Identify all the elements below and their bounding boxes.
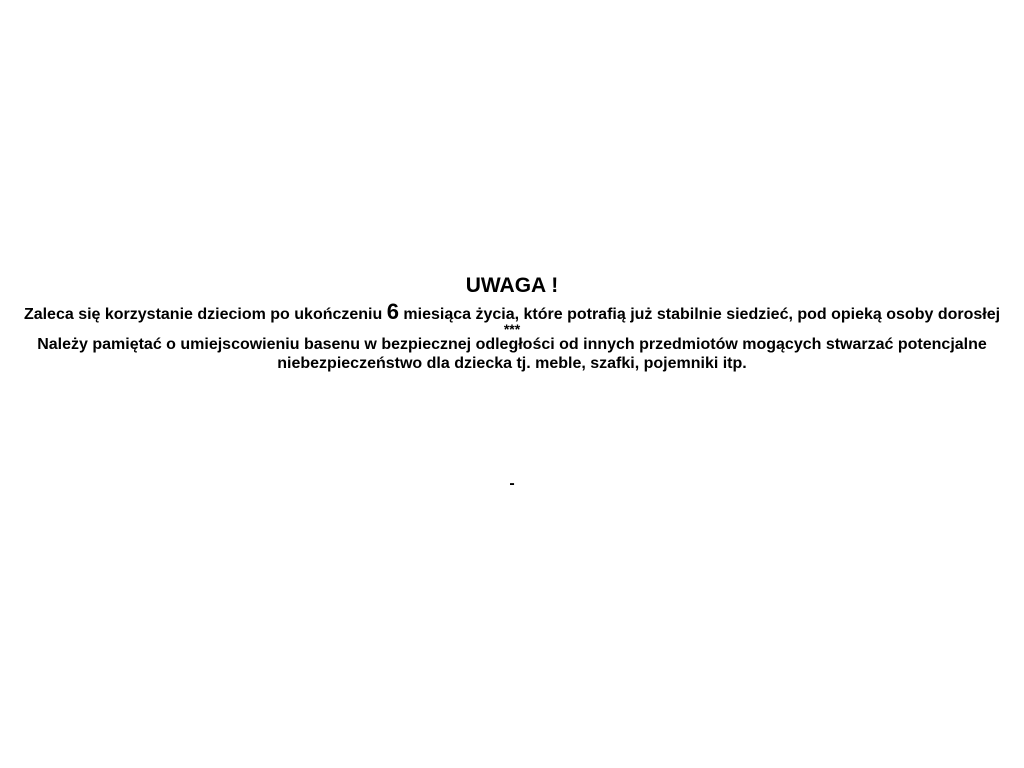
notice-block — [0, 272, 1024, 373]
placement-safety-text: Należy pamiętać o umiejscowieniu basenu w bezpiecznej odległości od innych przedmiotów mogących stwarzać potencjalne niebezpieczeństwo dla dziecka tj. meble, szafki, pojemniki itp. — [37, 336, 987, 372]
age-recommendation-tail: miesiąca życia, które potrafią już stabilnie siedzieć, pod opieką osoby dorosłej — [398, 306, 1001, 323]
age-recommendation-lead: Zaleca się korzystanie dzieciom po ukończeniu — [23, 306, 387, 323]
age-months-number: 6 — [386, 299, 399, 324]
notice-title: UWAGA ! — [465, 274, 559, 297]
separator-asterisks: *** — [503, 321, 521, 337]
dash-mark: - — [509, 475, 515, 492]
